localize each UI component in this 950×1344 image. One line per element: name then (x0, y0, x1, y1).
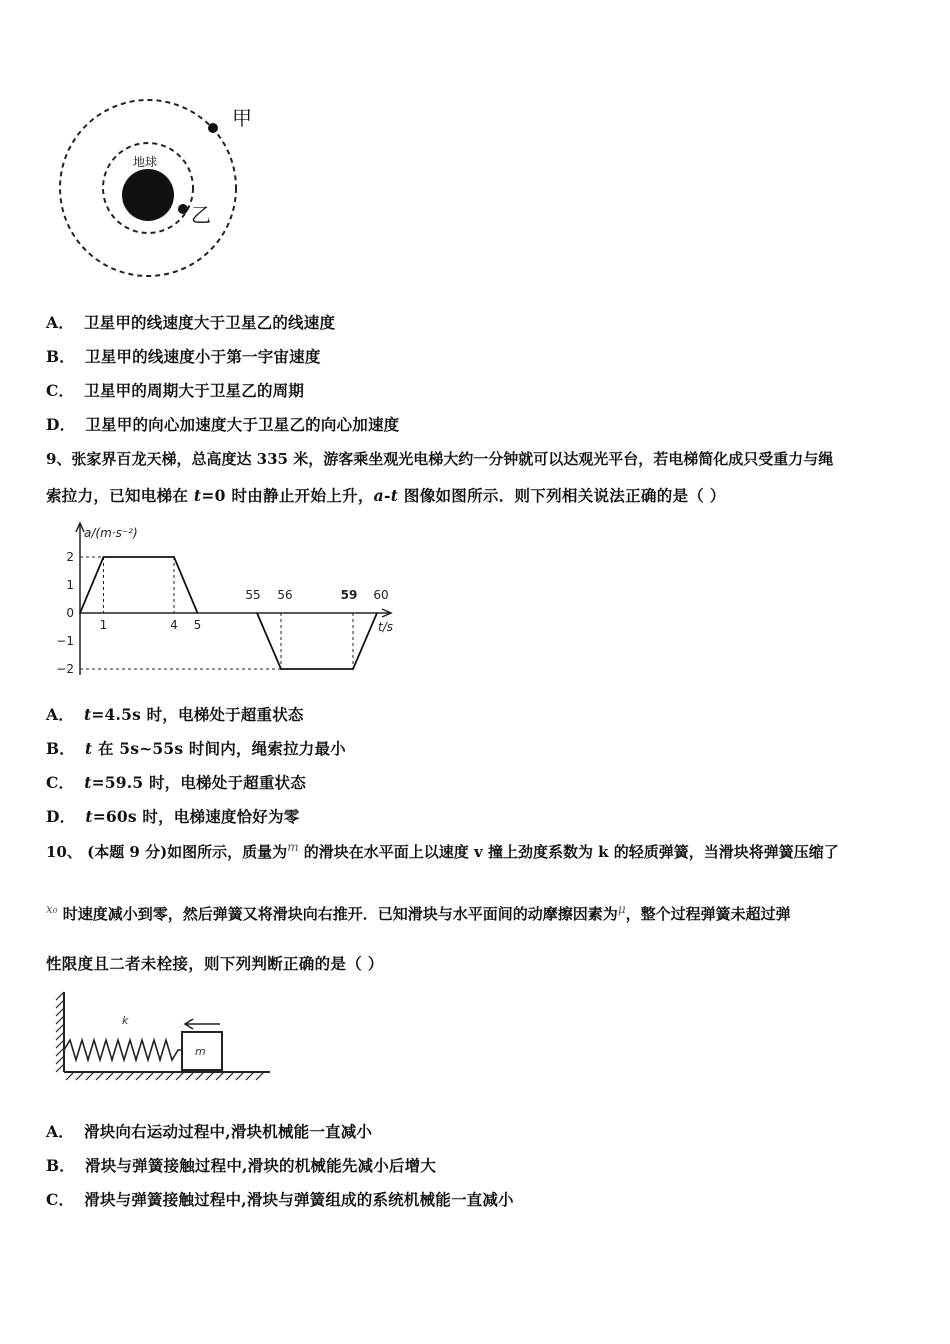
data-point (376, 612, 378, 614)
data-point (173, 556, 175, 558)
data-point (79, 612, 81, 614)
x-tick-label: 56 (277, 588, 293, 602)
earth-label: 地球 (133, 155, 158, 169)
satellite-jia-label: 甲 (232, 106, 252, 130)
data-point (280, 668, 282, 670)
a-t-chart (40, 515, 420, 690)
y-tick-label: 2 (66, 550, 74, 564)
q10-option-c: C． 滑块与弹簧接触过程中,滑块与弹簧组成的系统机械能一直减小 (46, 1190, 514, 1209)
floor-hatch (66, 1072, 264, 1080)
q8-option-d: D． 卫星甲的向心加速度大于卫星乙的向心加速度 (46, 415, 400, 434)
spring (64, 1040, 184, 1060)
y-tick-label: 0 (66, 606, 74, 620)
satellite-yi-label: 乙 (191, 203, 211, 227)
y-axis-label: a/(m·s⁻²) (84, 526, 138, 540)
x-tick-label: 4 (170, 618, 178, 632)
q9-option-a: A． t=4.5s 时，电梯处于超重状态 (46, 705, 304, 724)
x-tick-label: 1 (99, 618, 108, 632)
series-line-segment-1 (80, 557, 198, 613)
data-point (352, 668, 354, 670)
q8-option-c: C． 卫星甲的周期大于卫星乙的周期 (46, 381, 305, 400)
q9-option-b: B． t 在 5s~55s 时间内，绳索拉力最小 (46, 739, 346, 758)
satellite-yi (178, 204, 188, 214)
q10-stem-line2: $^{x_0}$ 时速度减小到零，然后弹簧又将滑块向右推开．已知滑块与水平面间的动摩擦因素为$^\mu$，整个过程弹簧未超过弹 (46, 902, 791, 923)
spring-block-figure (52, 988, 277, 1083)
orbit-figure (50, 95, 270, 285)
x-tick-label: 5 (193, 618, 202, 632)
spring-k-label: k (122, 1014, 129, 1027)
q9-option-c: C． t=59.5 时，电梯处于超重状态 (46, 773, 306, 792)
satellite-jia (208, 123, 218, 133)
data-point (197, 612, 199, 614)
q8-option-b: B． 卫星甲的线速度小于第一宇宙速度 (46, 347, 321, 366)
wall-hatch (56, 992, 64, 1072)
q9-stem-line2: 索拉力，已知电梯在 t=0 时由静止开始上升，a-t 图像如图所示．则下列相关说法正确的是（ ） (46, 486, 726, 505)
x-tick-label: 60 (373, 588, 389, 602)
earth (122, 169, 174, 221)
x-tick-label: 55 (245, 588, 261, 602)
q10-option-a: A． 滑块向右运动过程中,滑块机械能一直减小 (46, 1122, 373, 1141)
y-tick-label: −1 (56, 634, 74, 648)
q10-stem-line3: 性限度且二者未栓接，则下列判断正确的是（ ） (46, 954, 384, 973)
data-point (256, 612, 258, 614)
q10-option-b: B． 滑块与弹簧接触过程中,滑块的机械能先减小后增大 (46, 1156, 437, 1175)
x-tick-label: 59 (340, 588, 358, 602)
series-line-segment-2 (257, 613, 377, 669)
x-axis-label: t/s (378, 620, 393, 634)
q10-stem-line1: 10、 (本题 9 分)如图所示，质量为$^m$ 的滑块在水平面上以速度 v 撞上劲度系数为 k 的轻质弹簧，当滑块将弹簧压缩了 (46, 840, 839, 861)
data-point (103, 556, 105, 558)
q8-option-a: A． 卫星甲的线速度大于卫星乙的线速度 (46, 313, 336, 332)
q9-stem-line1: 9、张家界百龙天梯，总高度达 335 米，游客乘坐观光电梯大约一分钟就可以达观光平台，若电梯简化成只受重力与绳 (46, 450, 834, 468)
block-m-label: m (195, 1045, 206, 1058)
y-tick-label: 1 (66, 578, 74, 592)
q9-option-d: D． t=60s 时，电梯速度恰好为零 (46, 807, 300, 826)
y-tick-label: −2 (56, 662, 74, 676)
